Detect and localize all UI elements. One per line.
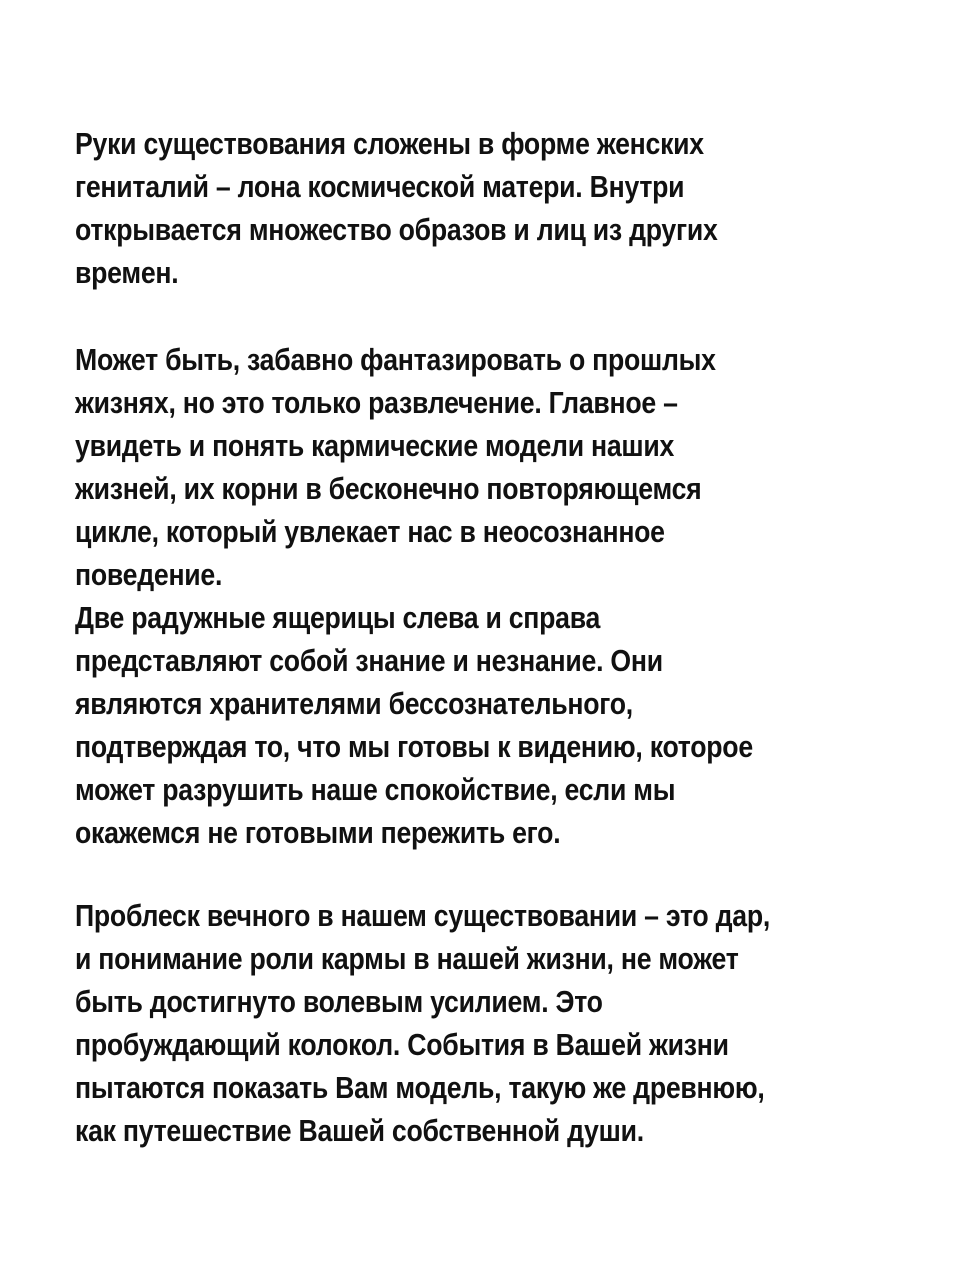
text-line: как путешествие Вашей собственной души. (75, 1113, 644, 1148)
paragraph-2 (75, 338, 815, 596)
text-line: поведение. (75, 557, 223, 592)
text-line: являются хранителями бессознательного, (75, 686, 633, 721)
text-line: представляют собой знание и незнание. Они (75, 643, 663, 678)
text-line: жизнях, но это только развлечение. Главное – (75, 385, 678, 420)
text-line: гениталий – лона космической матери. Внутри (75, 169, 685, 204)
text-line: пробуждающий колокол. События в Вашей жизни (75, 1027, 729, 1062)
text-line: Две радужные ящерицы слева и справа (75, 600, 601, 635)
text-line: быть достигнуто волевым усилием. Это (75, 984, 603, 1019)
text-line: и понимание роли кармы в нашей жизни, не может (75, 941, 739, 976)
text-line: жизней, их корни в бесконечно повторяющемся (75, 471, 702, 506)
text-line: подтверждая то, что мы готовы к видению, которое (75, 729, 753, 764)
text-line: открывается множество образов и лиц из других (75, 212, 718, 247)
text-line: пытаются показать Вам модель, такую же древнюю, (75, 1070, 765, 1105)
text-line: Может быть, забавно фантазировать о прошлых (75, 342, 716, 377)
paragraph-3 (75, 596, 815, 854)
text-line: увидеть и понять кармические модели наших (75, 428, 675, 463)
paragraph-4 (75, 894, 815, 1152)
paragraph-1 (75, 122, 815, 294)
text-line: может разрушить наше спокойствие, если мы (75, 772, 676, 807)
text-line: времен. (75, 255, 179, 290)
text-line: Руки существования сложены в форме женских (75, 126, 704, 161)
text-line: Проблеск вечного в нашем существовании – это дар, (75, 898, 771, 933)
text-line: цикле, который увлекает нас в неосознанное (75, 514, 665, 549)
text-line: окажемся не готовыми пережить его. (75, 815, 561, 850)
